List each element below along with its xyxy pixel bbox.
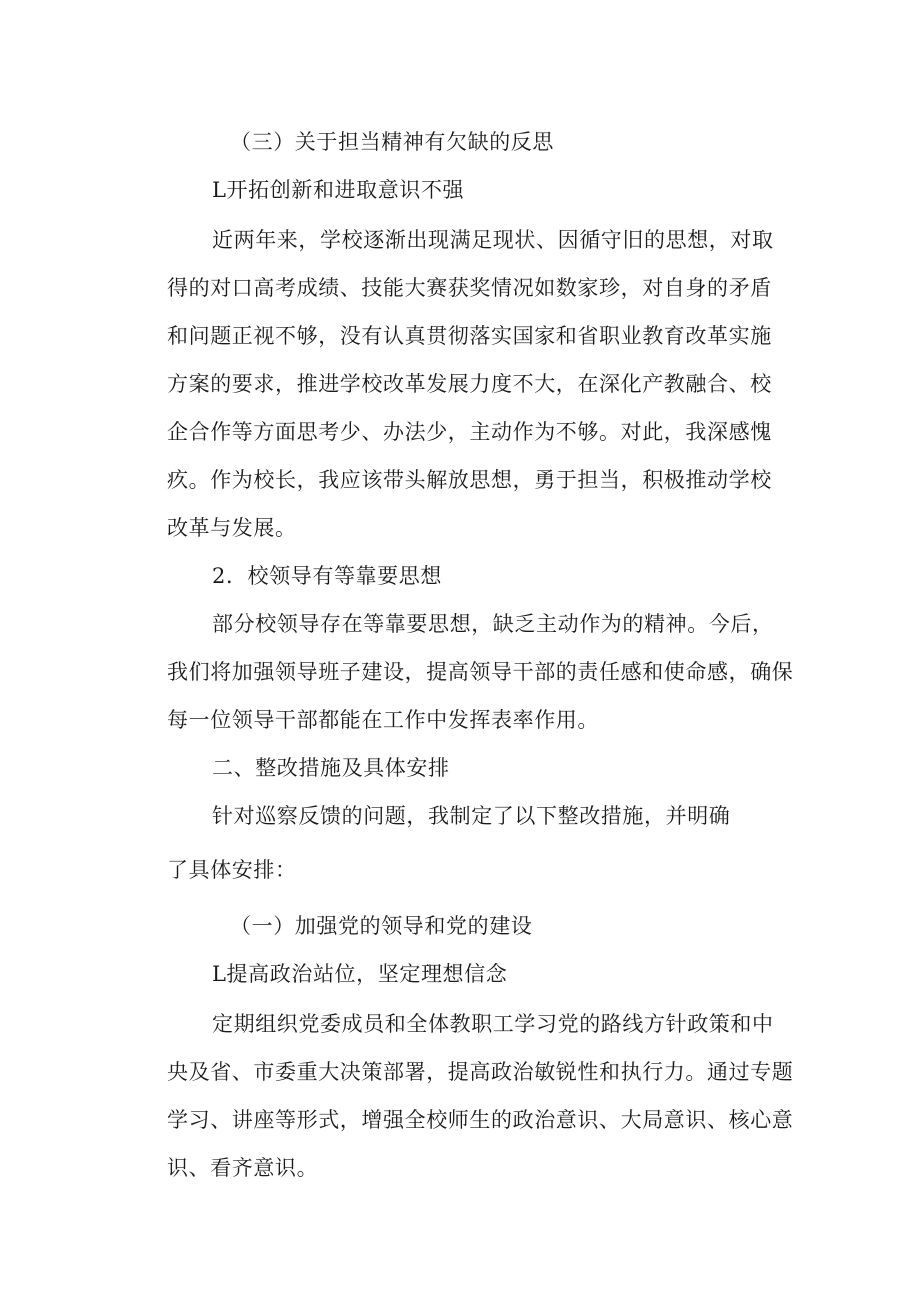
sub-item-heading: L提高政治站位，坚定理想信念 (212, 962, 508, 986)
paragraph-line: 央及省、市委重大决策部署，提高政治敏锐性和执行力。通过专题 (167, 1060, 794, 1084)
paragraph-line: 得的对口高考成绩、技能大赛获奖情况如数家珍，对自身的矛盾 (167, 276, 772, 300)
paragraph-line: 学习、讲座等形式，增强全校师生的政治意识、大局意识、核心意 (167, 1108, 794, 1132)
paragraph-line: 企合作等方面思考少、办法少，主动作为不够。对此，我深感愧 (167, 420, 772, 444)
section-heading-3: （三）关于担当精神有欠缺的反思 (230, 130, 554, 154)
sub-item-heading: L开拓创新和进取意识不强 (212, 178, 465, 202)
paragraph-line: 部分校领导存在等靠要思想，缺乏主动作为的精神。今后， (212, 612, 774, 636)
paragraph-line: 了具体安排： (167, 858, 297, 882)
paragraph-line: 针对巡察反馈的问题，我制定了以下整改措施，并明确 (212, 804, 731, 828)
paragraph-line: 识、看齐意识。 (167, 1156, 319, 1180)
paragraph-line: 疚。作为校长，我应该带头解放思想，勇于担当，积极推动学校 (167, 468, 772, 492)
paragraph-line: 和问题正视不够，没有认真贯彻落实国家和省职业教育改革实施 (167, 324, 772, 348)
paragraph-line: 改革与发展。 (167, 516, 297, 540)
section-heading-1: （一）加强党的领导和党的建设 (230, 914, 533, 938)
paragraph-line: 近两年来，学校逐渐出现满足现状、因循守旧的思想，对取 (212, 228, 774, 252)
paragraph-line: 我们将加强领导班子建设，提高领导干部的责任感和使命感，确保 (167, 660, 794, 684)
paragraph-line: 方案的要求，推进学校改革发展力度不大，在深化产教融合、校 (167, 372, 772, 396)
sub-item-heading: 2．校领导有等靠要思想 (212, 564, 442, 588)
part-heading: 二、整改措施及具体安排 (212, 756, 450, 780)
paragraph-line: 每一位领导干部都能在工作中发挥表率作用。 (167, 708, 599, 732)
paragraph-line: 定期组织党委成员和全体教职工学习党的路线方针政策和中 (212, 1012, 774, 1036)
